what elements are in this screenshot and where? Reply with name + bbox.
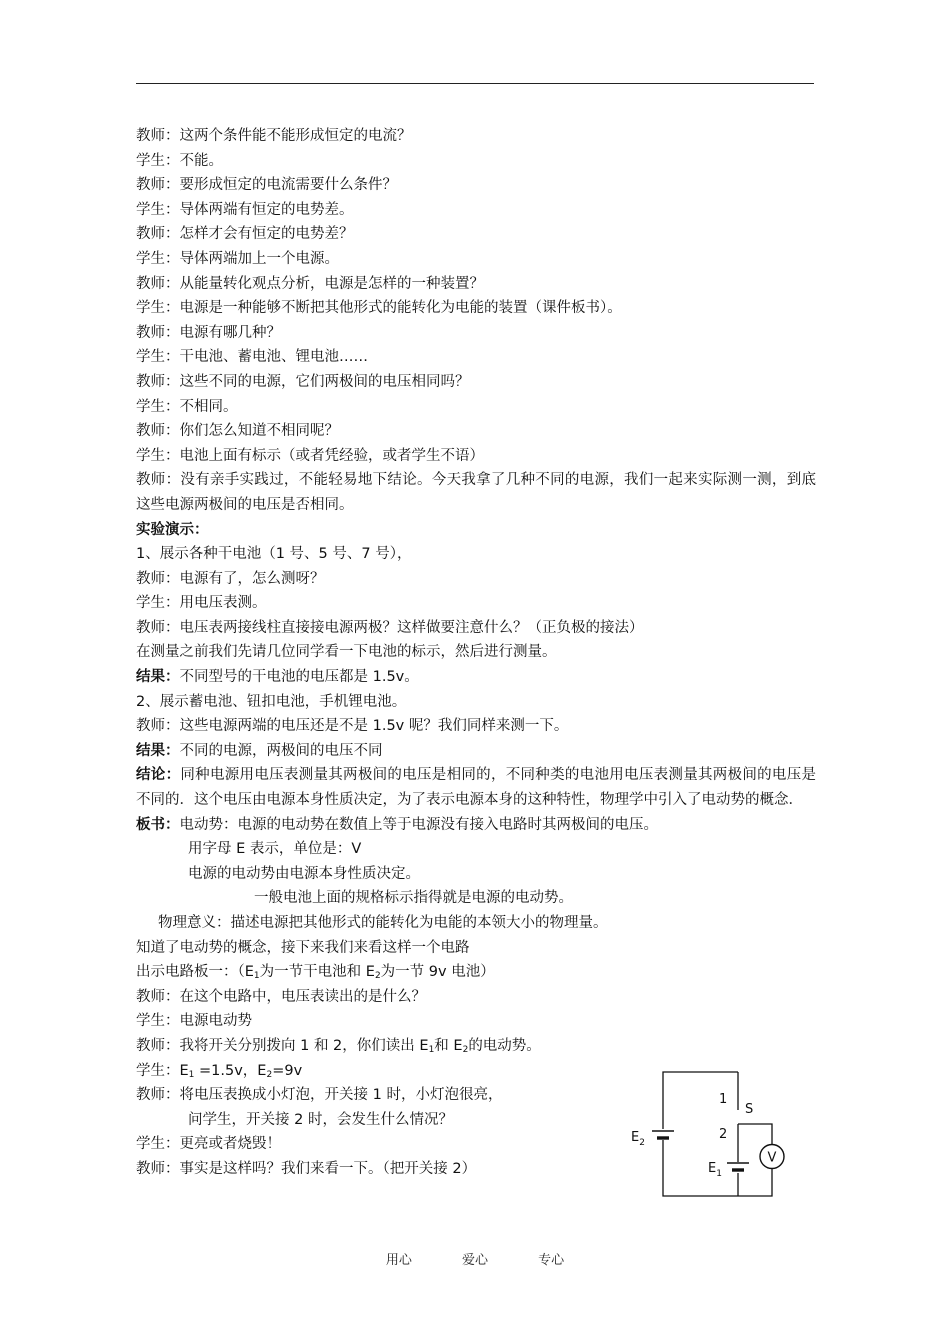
text-run: 学生：E — [136, 1062, 189, 1079]
dialogue-line: 学生：电源电动势 — [136, 1013, 252, 1030]
subscript: 1 — [188, 1069, 195, 1080]
board-line: 电源的电动势由电源本身性质决定。 — [188, 865, 420, 882]
result-line — [136, 739, 816, 764]
dialogue-line: 知道了电动势的概念，接下来我们来看这样一个电路 — [136, 939, 470, 956]
circuit-diagram — [620, 1068, 800, 1208]
circuit-wire — [663, 1140, 772, 1196]
result-label: 结果： — [136, 669, 180, 686]
result-text: 不同的电源，两极间的电压不同 — [179, 742, 383, 759]
subscript: 2 — [266, 1069, 273, 1080]
dialogue-line: 在测量之前我们先请几位同学看一下电池的标示，然后进行测量。 — [136, 644, 557, 661]
dialogue-line: 学生：电池上面有标示（或者凭经验，或者学生不语） — [136, 447, 484, 464]
subscript: 2 — [462, 1044, 469, 1055]
dialogue-line: 教师：电源有了，怎么测呀？ — [136, 570, 325, 587]
result-line — [136, 665, 816, 690]
dialogue-paragraph: 教师：没有亲手实践过，不能轻易地下结论。今天我拿了几种不同的电源，我们一起来实际测一测，到底这些电源两极间的电压是否相同。 — [136, 472, 816, 513]
dialogue-line: 学生：不能。 — [136, 152, 223, 169]
conclusion-text: 同种电源用电压表测量其两极间的电压是相同的，不同种类的电池用电压表测量其两极间的电压是不同的．这个电压由电源本身性质决定，为了表示电源本身的这种特性，物理学中引入了电动势的概念． — [136, 767, 817, 809]
subscript: 2 — [374, 971, 381, 982]
conclusion-label: 结论： — [136, 767, 181, 784]
result-label: 结果： — [136, 742, 180, 759]
dialogue-line: 教师：这些不同的电源，它们两极间的电压相同吗？ — [136, 373, 470, 390]
text-run: 的电动势。 — [468, 1037, 541, 1054]
dialogue-line: 学生：导体两端加上一个电源。 — [136, 250, 339, 267]
text-run: =9v — [272, 1062, 303, 1079]
board-line: 用字母 E 表示，单位是：V — [188, 841, 362, 858]
result-text: 不同型号的干电池的电压都是 1.5v。 — [179, 669, 419, 686]
dialogue-line: 学生：更亮或者烧毁！ — [136, 1136, 281, 1153]
dialogue-line: 教师：你们怎么知道不相同呢？ — [136, 423, 339, 440]
board-label: 板书： — [136, 816, 180, 833]
dialogue-line: 教师：怎样才会有恒定的电势差？ — [136, 226, 354, 243]
battery-e2-letter: E — [631, 1130, 640, 1145]
dialogue-line: 教师：要形成恒定的电流需要什么条件？ — [136, 177, 397, 194]
header-rule — [136, 83, 814, 84]
subscript: 1 — [253, 971, 260, 982]
battery-e1-label — [708, 1161, 722, 1179]
subscript: 1 — [428, 1044, 435, 1055]
dialogue-line — [136, 960, 816, 985]
voltmeter-label: V — [767, 1150, 777, 1166]
circuit-wire — [738, 1124, 772, 1144]
dialogue-line: 学生：不相同。 — [136, 398, 238, 415]
dialogue-line: 学生：干电池、蓄电池、锂电池…… — [136, 349, 368, 366]
page-footer — [0, 1249, 950, 1268]
voltmeter-icon — [760, 1145, 784, 1169]
text-run: 为一节 9v 电池） — [380, 964, 495, 981]
battery-e1-letter: E — [708, 1161, 717, 1176]
dialogue-line: 问学生，开关接 2 时，会发生什么情况？ — [188, 1111, 453, 1128]
text-run: 和 E — [434, 1037, 463, 1054]
battery-e2-label — [631, 1130, 645, 1148]
dialogue-line: 学生：电源是一种能够不断把其他形式的能转化为电能的装置（课件板书）。 — [136, 300, 622, 317]
dialogue-line: 教师：将电压表换成小灯泡，开关接 1 时，小灯泡很亮， — [136, 1087, 503, 1104]
footer-item: 用心 — [385, 1253, 412, 1268]
footer-item: 爱心 — [461, 1253, 488, 1268]
dialogue-line: 教师：电压表两接线柱直接接电源两极？这样做要注意什么？（正负极的接法） — [136, 619, 644, 636]
board-text: 电动势：电源的电动势在数值上等于电源没有接入电路时其两极间的电压。 — [179, 816, 658, 833]
dialogue-line: 教师：在这个电路中，电压表读出的是什么？ — [136, 988, 426, 1005]
document-body — [136, 124, 816, 1182]
conclusion-paragraph — [136, 763, 816, 812]
board-line — [136, 813, 816, 838]
switch-position-2-label: 2 — [719, 1127, 728, 1142]
dialogue-line: 教师：这两个条件能不能形成恒定的电流？ — [136, 128, 412, 144]
dialogue-line: 教师：事实是这样吗？我们来看一下。（把开关接 2） — [136, 1160, 477, 1177]
text-run: 为一节干电池和 E — [259, 964, 375, 981]
dialogue-line — [136, 1034, 816, 1059]
switch-label: S — [745, 1102, 754, 1117]
list-item: 2、展示蓄电池、钮扣电池，手机锂电池。 — [136, 693, 407, 710]
board-line: 一般电池上面的规格标示指得就是电源的电动势。 — [254, 890, 573, 907]
section-heading-experiment: 实验演示： — [136, 521, 209, 538]
footer-item: 专心 — [538, 1253, 565, 1268]
switch-position-1-label: 1 — [719, 1092, 728, 1107]
dialogue-line: 学生：导体两端有恒定的电势差。 — [136, 201, 354, 218]
text-run: 出示电路板一：（E — [136, 964, 254, 981]
list-item: 1、展示各种干电池（1 号、5 号、7 号）， — [136, 546, 412, 563]
battery-e1-icon — [727, 1163, 749, 1170]
dialogue-line: 教师：这些电源两端的电压还是不是 1.5v 呢？我们同样来测一下。 — [136, 718, 569, 735]
battery-e1-subscript: 1 — [716, 1169, 722, 1179]
text-run: =1.5v，E — [194, 1062, 267, 1079]
dialogue-line: 教师：电源有哪几种？ — [136, 324, 281, 341]
dialogue-line: 学生：用电压表测。 — [136, 595, 267, 612]
board-line: 物理意义：描述电源把其他形式的能转化为电能的本领大小的物理量。 — [158, 915, 608, 931]
battery-e2-icon — [652, 1131, 674, 1138]
dialogue-line: 教师：从能量转化观点分析，电源是怎样的一种装置？ — [136, 275, 484, 292]
text-run: 教师：我将开关分别拨向 1 和 2，你们读出 E — [136, 1037, 429, 1054]
battery-e2-subscript: 2 — [639, 1138, 645, 1148]
